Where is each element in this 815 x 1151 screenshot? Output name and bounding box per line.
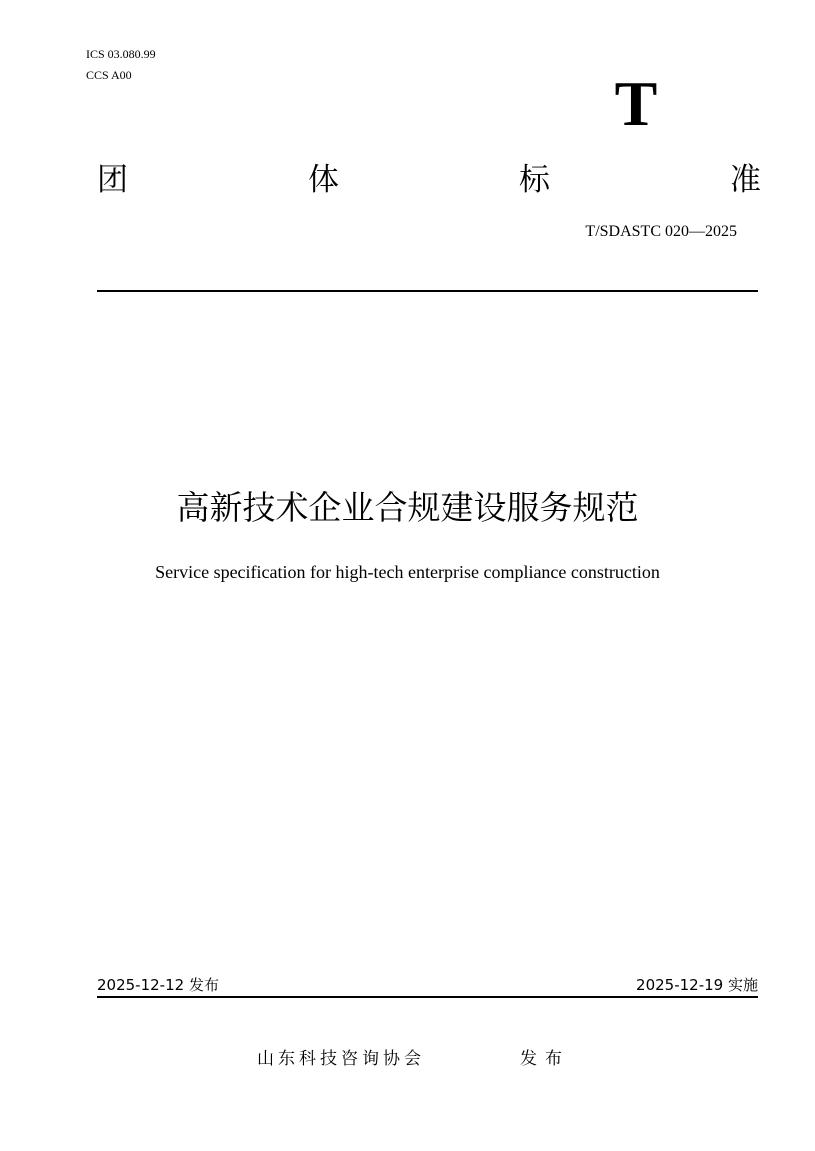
publish-label: 发布 xyxy=(520,1049,570,1069)
standard-type-char: 体 xyxy=(308,162,339,198)
standard-type-heading xyxy=(97,158,761,202)
standard-type-char: 标 xyxy=(519,162,550,198)
header-divider xyxy=(97,290,758,292)
document-title-english: Service specification for high-tech enterprise compliance construction xyxy=(155,562,660,582)
standard-category-letter: T xyxy=(614,68,658,139)
publisher-name: 山东科技咨询协会 xyxy=(257,1049,425,1069)
document-title-chinese: 高新技术企业合规建设服务规范 xyxy=(176,488,639,527)
standard-type-char: 团 xyxy=(97,162,128,198)
ccs-code: CCS A00 xyxy=(86,68,132,82)
implementation-date: 2025-12-19 实施 xyxy=(636,976,758,994)
standard-number: T/SDASTC 020—2025 xyxy=(585,223,737,240)
footer-divider xyxy=(97,996,758,998)
standard-type-char: 准 xyxy=(730,162,761,198)
ics-code: ICS 03.080.99 xyxy=(86,47,156,61)
issue-date: 2025-12-12 发布 xyxy=(97,976,219,994)
